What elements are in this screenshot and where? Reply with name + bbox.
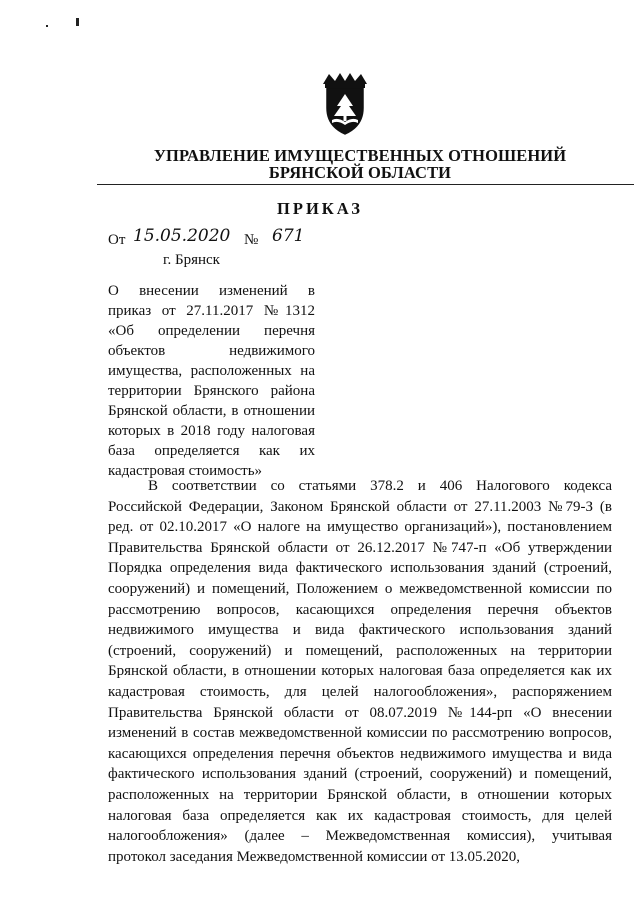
body-line: Правительства Брянской области от 08.07.2019 №144-рп «О внесении: [108, 704, 612, 721]
subject-line: имущества, расположенных на: [108, 363, 315, 379]
body-line: недвижимого имущества и вида фактического использования зданий: [108, 622, 612, 639]
subject-line: кадастровая стоимость»: [108, 463, 263, 479]
scan-speck: [76, 18, 79, 26]
subject-line: приказ от 27.11.2017 №1312: [108, 303, 315, 319]
body-line: Российской Федерации, Законом Брянской области от 27.11.2003 №79-З (в: [108, 498, 612, 515]
body-line: расположенных на территории Брянской области, в отношении которых: [108, 786, 612, 803]
subject-line: Брянской области, в отношении: [108, 403, 315, 419]
body-line: кадастровая стоимость, для целей налогообложения», распоряжением: [108, 683, 612, 700]
body-paragraph: [108, 476, 612, 867]
subject-line: О внесении изменений в: [108, 283, 315, 299]
subject-block: [108, 281, 315, 481]
body-line: фактического использования зданий (строений, сооружений) и помещений,: [108, 766, 612, 783]
subject-line: которых в 2018 году налоговая: [108, 423, 315, 439]
header-divider: [97, 184, 634, 185]
body-line: налоговая база определяется как их кадастровая стоимость, для целей: [108, 807, 612, 824]
body-line: сооружений) и помещений, Положением о межведомственной комиссии по: [108, 580, 612, 597]
body-line: налогообложения» (далее – Межведомственная комиссия), учитывая: [108, 828, 612, 845]
subject-line: территории Брянского района: [108, 383, 315, 399]
organization-name-line1: УПРАВЛЕНИЕ ИМУЩЕСТВЕННЫХ ОТНОШЕНИЙ: [153, 146, 567, 165]
document-type-title: ПРИКАЗ: [277, 199, 363, 218]
number-label: №: [244, 232, 259, 248]
handwritten-date: 15.05.2020: [133, 226, 231, 246]
scan-speck: [46, 25, 48, 27]
body-line: Брянской области, в отношении которых налоговая база определяется как их: [108, 663, 612, 680]
subject-line: база определяется как их: [108, 443, 315, 459]
handwritten-number: 671: [272, 226, 305, 246]
body-line: протокол заседания Межведомственной комиссии от 13.05.2020,: [108, 848, 521, 865]
body-line: ред. от 02.10.2017 «О налоге на имущество организаций»), постановлением: [108, 519, 612, 536]
body-line: изменений в состав межведомственной комиссии по рассмотрению вопросов,: [108, 725, 612, 742]
subject-line: «Об определении перечня: [108, 323, 315, 339]
coat-of-arms-icon: [321, 72, 369, 136]
city-label: г. Брянск: [163, 252, 220, 268]
body-line: Правительства Брянской области от 26.12.2017 №747-п «Об утверждении: [108, 539, 612, 556]
organization-name-line2: БРЯНСКОЙ ОБЛАСТИ: [268, 163, 452, 182]
body-line: рассмотрению вопросов, касающихся определения перечня объектов: [108, 601, 612, 618]
body-line: Порядка определения вида фактического использования зданий (строений,: [108, 560, 612, 577]
body-line: (строений, сооружений) и помещений, расположенных на территории: [108, 642, 612, 659]
body-line: В соответствии со статьями 378.2 и 406 Налогового кодекса: [148, 478, 612, 494]
date-prefix-label: От: [108, 232, 126, 248]
subject-line: объектов недвижимого: [108, 343, 315, 359]
body-line: касающихся определения перечня объектов недвижимого имущества и вида: [108, 745, 612, 762]
